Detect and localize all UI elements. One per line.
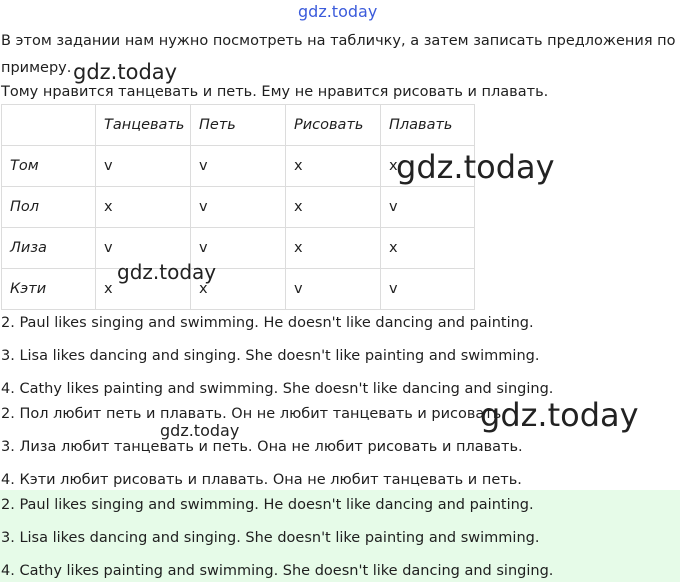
table-row bbox=[2, 228, 475, 269]
table-cell: x bbox=[381, 146, 475, 187]
highlighted-answer-2: 2. Paul likes singing and swimming. He doesn't like dancing and painting. bbox=[1, 497, 534, 513]
answer-ru-3: 3. Лиза любит танцевать и петь. Она не любит рисовать и плавать. bbox=[1, 439, 523, 455]
intro-line-1: В этом задании нам нужно посмотреть на табличку, а затем записать предложения по bbox=[1, 33, 676, 49]
table-cell: x bbox=[286, 228, 381, 269]
table-cell: v bbox=[191, 187, 286, 228]
table-header-cell: Танцевать bbox=[96, 105, 191, 146]
table-cell: v bbox=[191, 228, 286, 269]
table-header-cell bbox=[2, 105, 96, 146]
answer-en-4: 4. Cathy likes painting and swimming. She doesn't like dancing and singing. bbox=[1, 381, 554, 397]
table-header-row bbox=[2, 105, 475, 146]
table-row-name: Пол bbox=[2, 187, 96, 228]
table-cell: v bbox=[381, 269, 475, 310]
watermark: gdz.today bbox=[117, 260, 217, 284]
answer-ru-2: 2. Пол любит петь и плавать. Он не любит танцевать и рисовать. bbox=[1, 406, 506, 422]
table-row bbox=[2, 269, 475, 310]
watermark-top[interactable]: gdz.today bbox=[298, 2, 378, 21]
table-header-cell: Плавать bbox=[381, 105, 475, 146]
watermark: gdz.today bbox=[73, 60, 178, 84]
table-cell: v bbox=[191, 146, 286, 187]
table-row-name: Кэти bbox=[2, 269, 96, 310]
table-cell: x bbox=[96, 187, 191, 228]
answer-en-2: 2. Paul likes singing and swimming. He doesn't like dancing and painting. bbox=[1, 315, 534, 331]
example-sentence: Тому нравится танцевать и петь. Ему не нравится рисовать и плавать. bbox=[1, 84, 549, 100]
table-cell: x bbox=[96, 269, 191, 310]
table-cell: v bbox=[96, 146, 191, 187]
highlighted-answer-4: 4. Cathy likes painting and swimming. She doesn't like dancing and singing. bbox=[1, 563, 554, 579]
table-cell: x bbox=[286, 187, 381, 228]
watermark: gdz.today bbox=[396, 148, 555, 186]
answer-ru-4: 4. Кэти любит рисовать и плавать. Она не любит танцевать и петь. bbox=[1, 472, 522, 488]
table-row bbox=[2, 187, 475, 228]
table-cell: x bbox=[191, 269, 286, 310]
table-header-cell: Рисовать bbox=[286, 105, 381, 146]
watermark: gdz.today bbox=[160, 421, 240, 440]
watermark: gdz.today bbox=[480, 396, 639, 434]
activities-table bbox=[1, 104, 475, 310]
intro-line-2: примеру. bbox=[1, 60, 72, 76]
table-row-name: Том bbox=[2, 146, 96, 187]
table-cell: v bbox=[286, 269, 381, 310]
table-cell: v bbox=[96, 228, 191, 269]
table-header-cell: Петь bbox=[191, 105, 286, 146]
table-cell: x bbox=[381, 228, 475, 269]
answer-en-3: 3. Lisa likes dancing and singing. She doesn't like painting and swimming. bbox=[1, 348, 540, 364]
highlighted-answer-3: 3. Lisa likes dancing and singing. She doesn't like painting and swimming. bbox=[1, 530, 540, 546]
table-cell: v bbox=[381, 187, 475, 228]
table-cell: x bbox=[286, 146, 381, 187]
table-row-name: Лиза bbox=[2, 228, 96, 269]
